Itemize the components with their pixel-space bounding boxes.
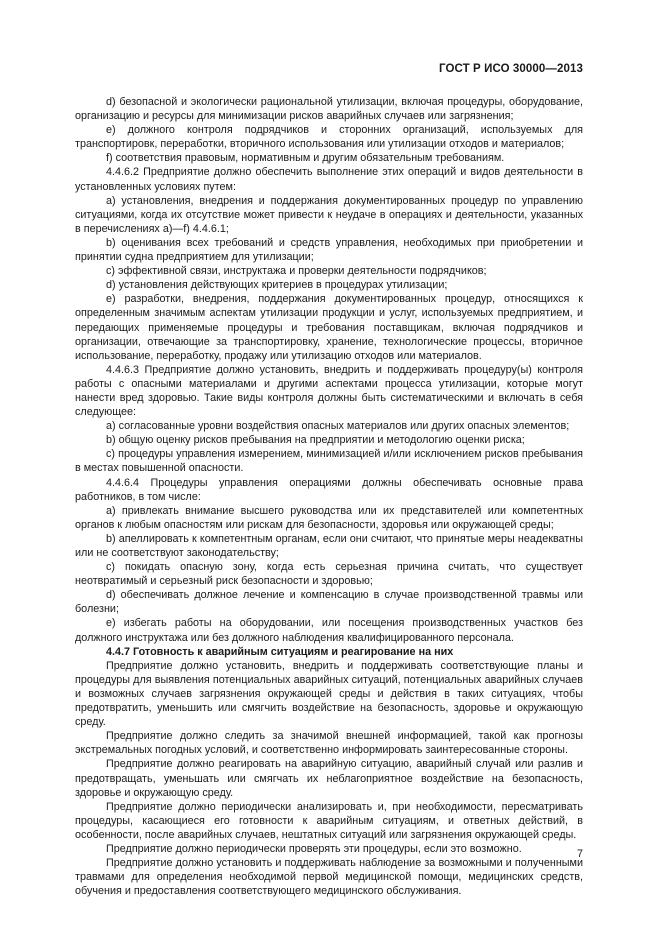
paragraph: c) процедуры управления измерением, минимизацией и/или исключением рисков пребывания в местах повышенной опасности. <box>75 448 583 475</box>
paragraph: Предприятие должно установить, внедрить и поддерживать соответствующие планы и процедуры для выявления потенциальных аварийных ситуаций, потенциальных аварийных случаев и возможных случаев загрязнения окружающей среды и действия в таких ситуациях, чтобы предотвратить, уменьшить или смягчить воздействие на безопасность, здоровье и окружающую среду. <box>75 659 583 729</box>
paragraph: 4.4.6.3 Предприятие должно установить, внедрить и поддерживать процедуру(ы) контроля работы с опасными материалами и другими аспектами процесса утилизации, которые могут нанести вред здоровью. Такие виды контроля должны быть систематическими и включать в себя следующее: <box>75 363 583 419</box>
paragraph: e) должного контроля подрядчиков и сторонних организаций, используемых для транспортировк, переработки, вторичного использования или утилизации отходов и материалов; <box>75 124 583 151</box>
paragraph: 4.4.6.2 Предприятие должно обеспечить выполнение этих операций и видов деятельности в установленных условиях путем: <box>75 166 583 193</box>
page-content <box>75 95 583 898</box>
paragraph: Предприятие должно периодически анализировать и, при необходимости, пересматривать процедуры, касающиеся его готовности к аварийным ситуациям, и ответных действий, в особенности, после аварийных случаев, нештатных ситуаций или загрязнения окружающей среды. <box>75 800 583 841</box>
paragraph: b) оценивания всех требований и средств управления, необходимых при приобретении и принятии судна предприятием для утилизации; <box>75 236 583 264</box>
paragraph: b) апеллировать к компетентным органам, если они считают, что принятые меры неадекватны или не соответствуют законодательству; <box>75 532 583 559</box>
document-header: ГОСТ Р ИСО 30000—2013 <box>438 63 583 75</box>
paragraph: a) привлекать внимание высшего руководства или их представителей или компетентных органов к любым опасностям или рискам для безопасности, здоровья или окружающей среды; <box>75 504 583 531</box>
page-number: 7 <box>576 848 583 860</box>
paragraph: e) разработки, внедрения, поддержания документированных процедур, относящихся к определенным значимым аспектам утилизации продукции и услуг, используемых предприятием, и передающих применяемые процедуры и требования поставщикам, включая подрядчиков и организации, отвечающие за транспортировку, хранение, технологические процессы, вторичное использование, переработку, продажу или утилизацию отходов или материалов. <box>75 293 583 362</box>
paragraph: 4.4.6.4 Процедуры управления операциями должны обеспечивать основные права работников, в том числе: <box>75 476 583 503</box>
paragraph: Предприятие должно реагировать на аварийную ситуацию, аварийный случай или разлив и предотвращать, уменьшать или смягчать их неблагоприятное воздействие на безопасность, здоровье и окружающую среду. <box>75 758 583 799</box>
paragraph: Предприятие должно периодически проверять эти процедуры, если это возможно. <box>106 842 522 855</box>
paragraph: e) избегать работы на оборудовании, или посещения производственных участков без должного инструктажа или без должного наблюдения квалифицированного персонала. <box>75 617 583 644</box>
paragraph: a) согласованные уровни воздействия опасных материалов или других опасных элементов; <box>106 420 570 433</box>
paragraph: a) установления, внедрения и поддержания документированных процедур по управлению ситуациями, когда их отсутствие может привести к неудаче в операциях и деятельности, указанных в перечислениях а)—f) 4.4.6.1; <box>75 194 583 235</box>
paragraph: Предприятие должно установить и поддерживать наблюдение за возможными и полученными травмами для определения необходимой первой медицинской помощи, медицинских средств, обучения и предоставления соответствующего медицинского обслуживания. <box>75 857 583 898</box>
paragraph: c) покидать опасную зону, когда есть серьезная причина считать, что существует неотвратимый и серьезный риск безопасности и здоровью; <box>75 561 583 588</box>
section-heading: 4.4.7 Готовность к аварийным ситуациям и реагирование на них <box>106 645 454 658</box>
paragraph: c) эффективной связи, инструктажа и проверки деятельности подрядчиков; <box>106 265 487 278</box>
paragraph: b) общую оценку рисков пребывания на предприятии и методологию оценки риска; <box>106 434 525 447</box>
paragraph: d) безопасной и экологически рациональной утилизации, включая процедуры, оборудование, организацию и ресурсы для минимизации рисков аварийных случаев или загрязнения; <box>75 96 583 123</box>
paragraph: d) обеспечивать должное лечение и компенсацию в случае производственной травмы или болезни; <box>75 589 583 616</box>
paragraph: f) соответствия правовым, нормативным и другим обязательным требованиям. <box>106 152 505 165</box>
paragraph: Предприятие должно следить за значимой внешней информацией, такой как прогнозы экстремальных погодных условий, и соответственно информировать заинтересованные стороны. <box>75 730 583 757</box>
paragraph: d) установления действующих критериев в процедурах утилизации; <box>106 279 448 292</box>
